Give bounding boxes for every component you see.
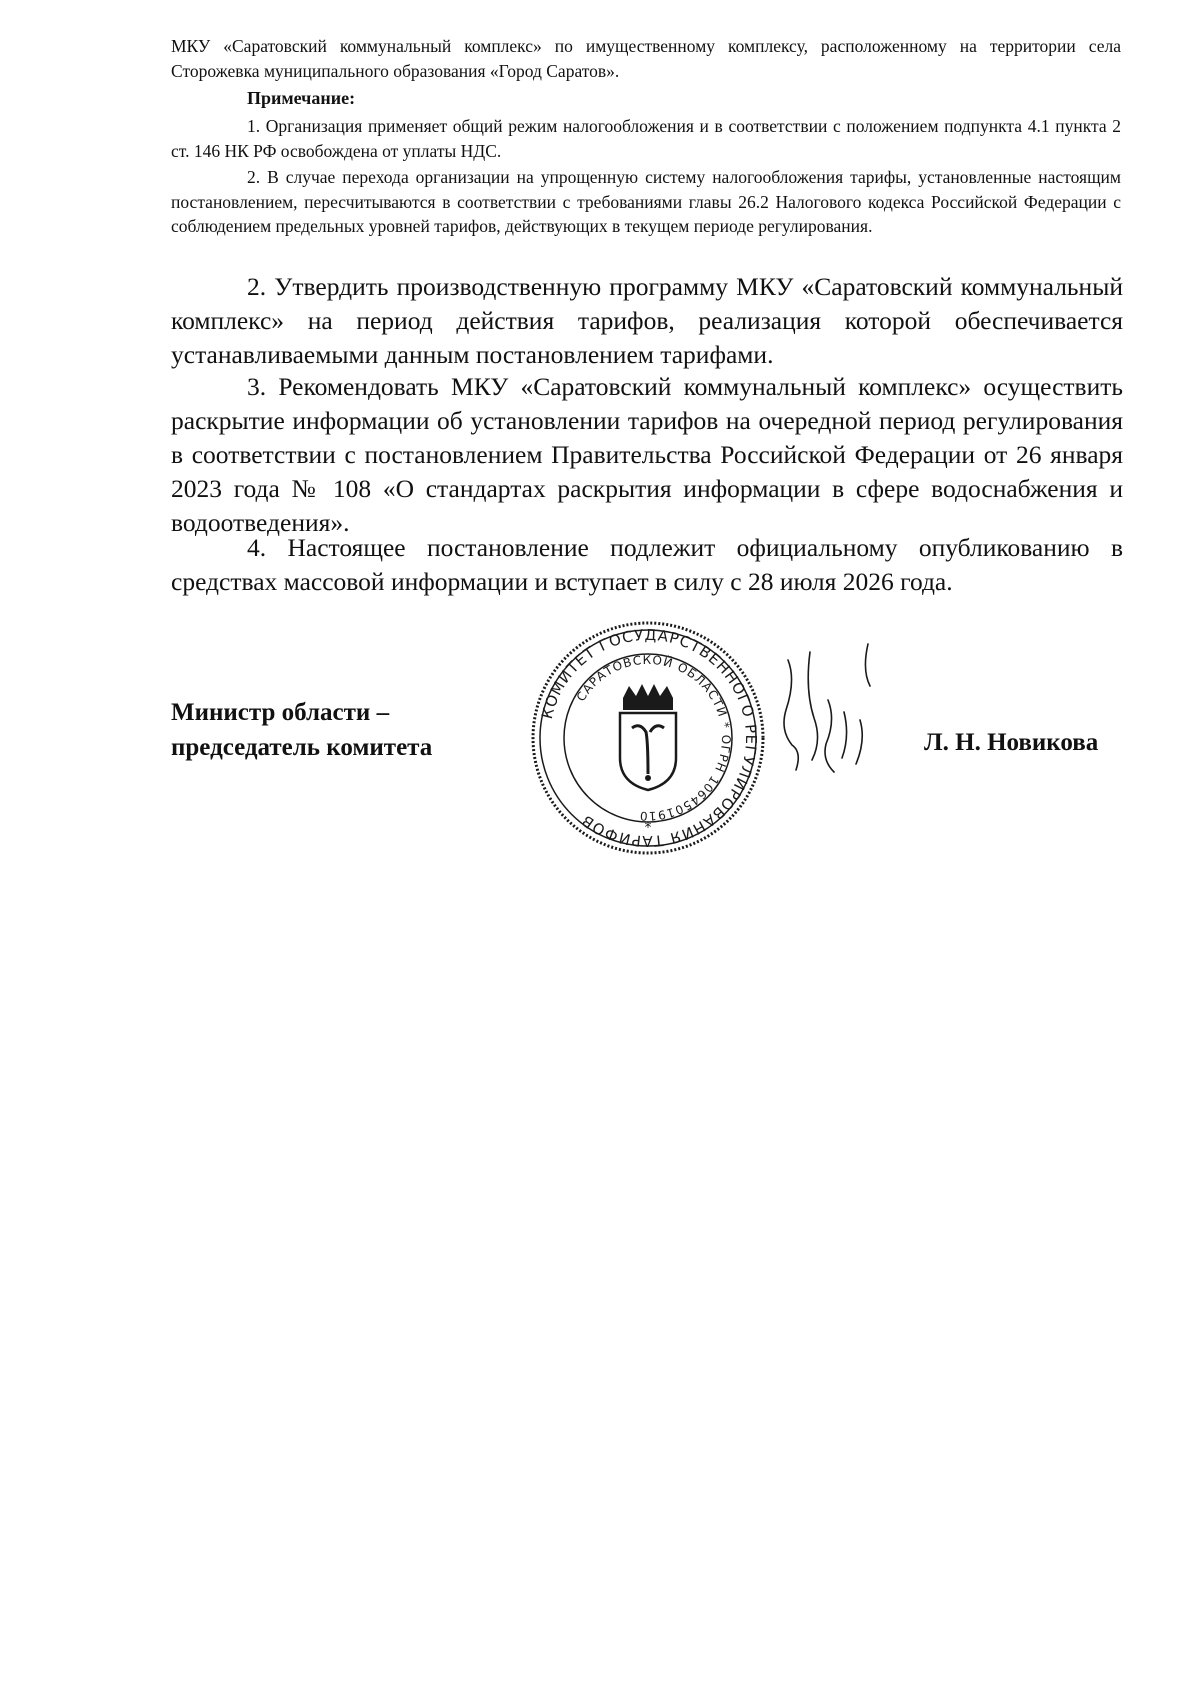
note-1: 1. Организация применяет общий режим налогообложения и в соответствии с положением подпункта 4.1 пункта 2 ст. 146 НК РФ освобождена от уплаты НДС.	[171, 116, 1121, 161]
official-stamp	[528, 618, 768, 858]
signatory-title-line-2: председатель комитета	[171, 734, 433, 761]
signatory-title	[171, 695, 432, 765]
item-4-paragraph: 4. Настоящее постановление подлежит официальному опубликованию в средствах массовой информации и вступает в силу с 28 июля 2026 года.	[171, 533, 1123, 596]
stamp-star-icon: *	[644, 820, 652, 836]
handwritten-signature	[770, 640, 880, 800]
intro-paragraph: МКУ «Саратовский коммунальный комплекс» по имущественному комплексу, расположенному на территории села Сторожевка муниципального образования «Город Саратов».	[171, 36, 1121, 81]
signatory-title-line-1: Министр области –	[171, 699, 390, 726]
item-3-paragraph: 3. Рекомендовать МКУ «Саратовский коммунальный комплекс» осуществить раскрытие информации об установлении тарифов на очередной период регулирования в соответствии с постановлением Правительства Российской Федерации от 26 января 2023 года № 108 «О стандартах раскрытия информации в сфере водоснабжения и водоотведения».	[171, 372, 1123, 537]
stamp-inner-text: САРАТОВСКОЙ ОБЛАСТИ * ОГРН 1064501910	[573, 652, 734, 824]
coat-of-arms-icon	[620, 684, 676, 790]
note-heading: Примечание:	[247, 88, 356, 108]
signatory-name: Л. Н. Новикова	[924, 729, 1099, 756]
stamp-outer-text: КОМИТЕТ ГОСУДАРСТВЕННОГО РЕГУЛИРОВАНИЯ ТАРИФОВ	[537, 625, 761, 851]
note-2: 2. В случае перехода организации на упрощенную систему налогообложения тарифы, установленные настоящим постановлением, пересчитываются в соответствии с требованиями главы 26.2 Налогового кодекса Российской Федерации с соблюдением предельных уровней тарифов, действующих в текущем периоде регулирования.	[171, 167, 1121, 236]
item-2-paragraph: 2. Утвердить производственную программу МКУ «Саратовский коммунальный комплекс» на период действия тарифов, реализация которой обеспечивается устанавливаемыми данным постановлением тарифами.	[171, 272, 1123, 369]
